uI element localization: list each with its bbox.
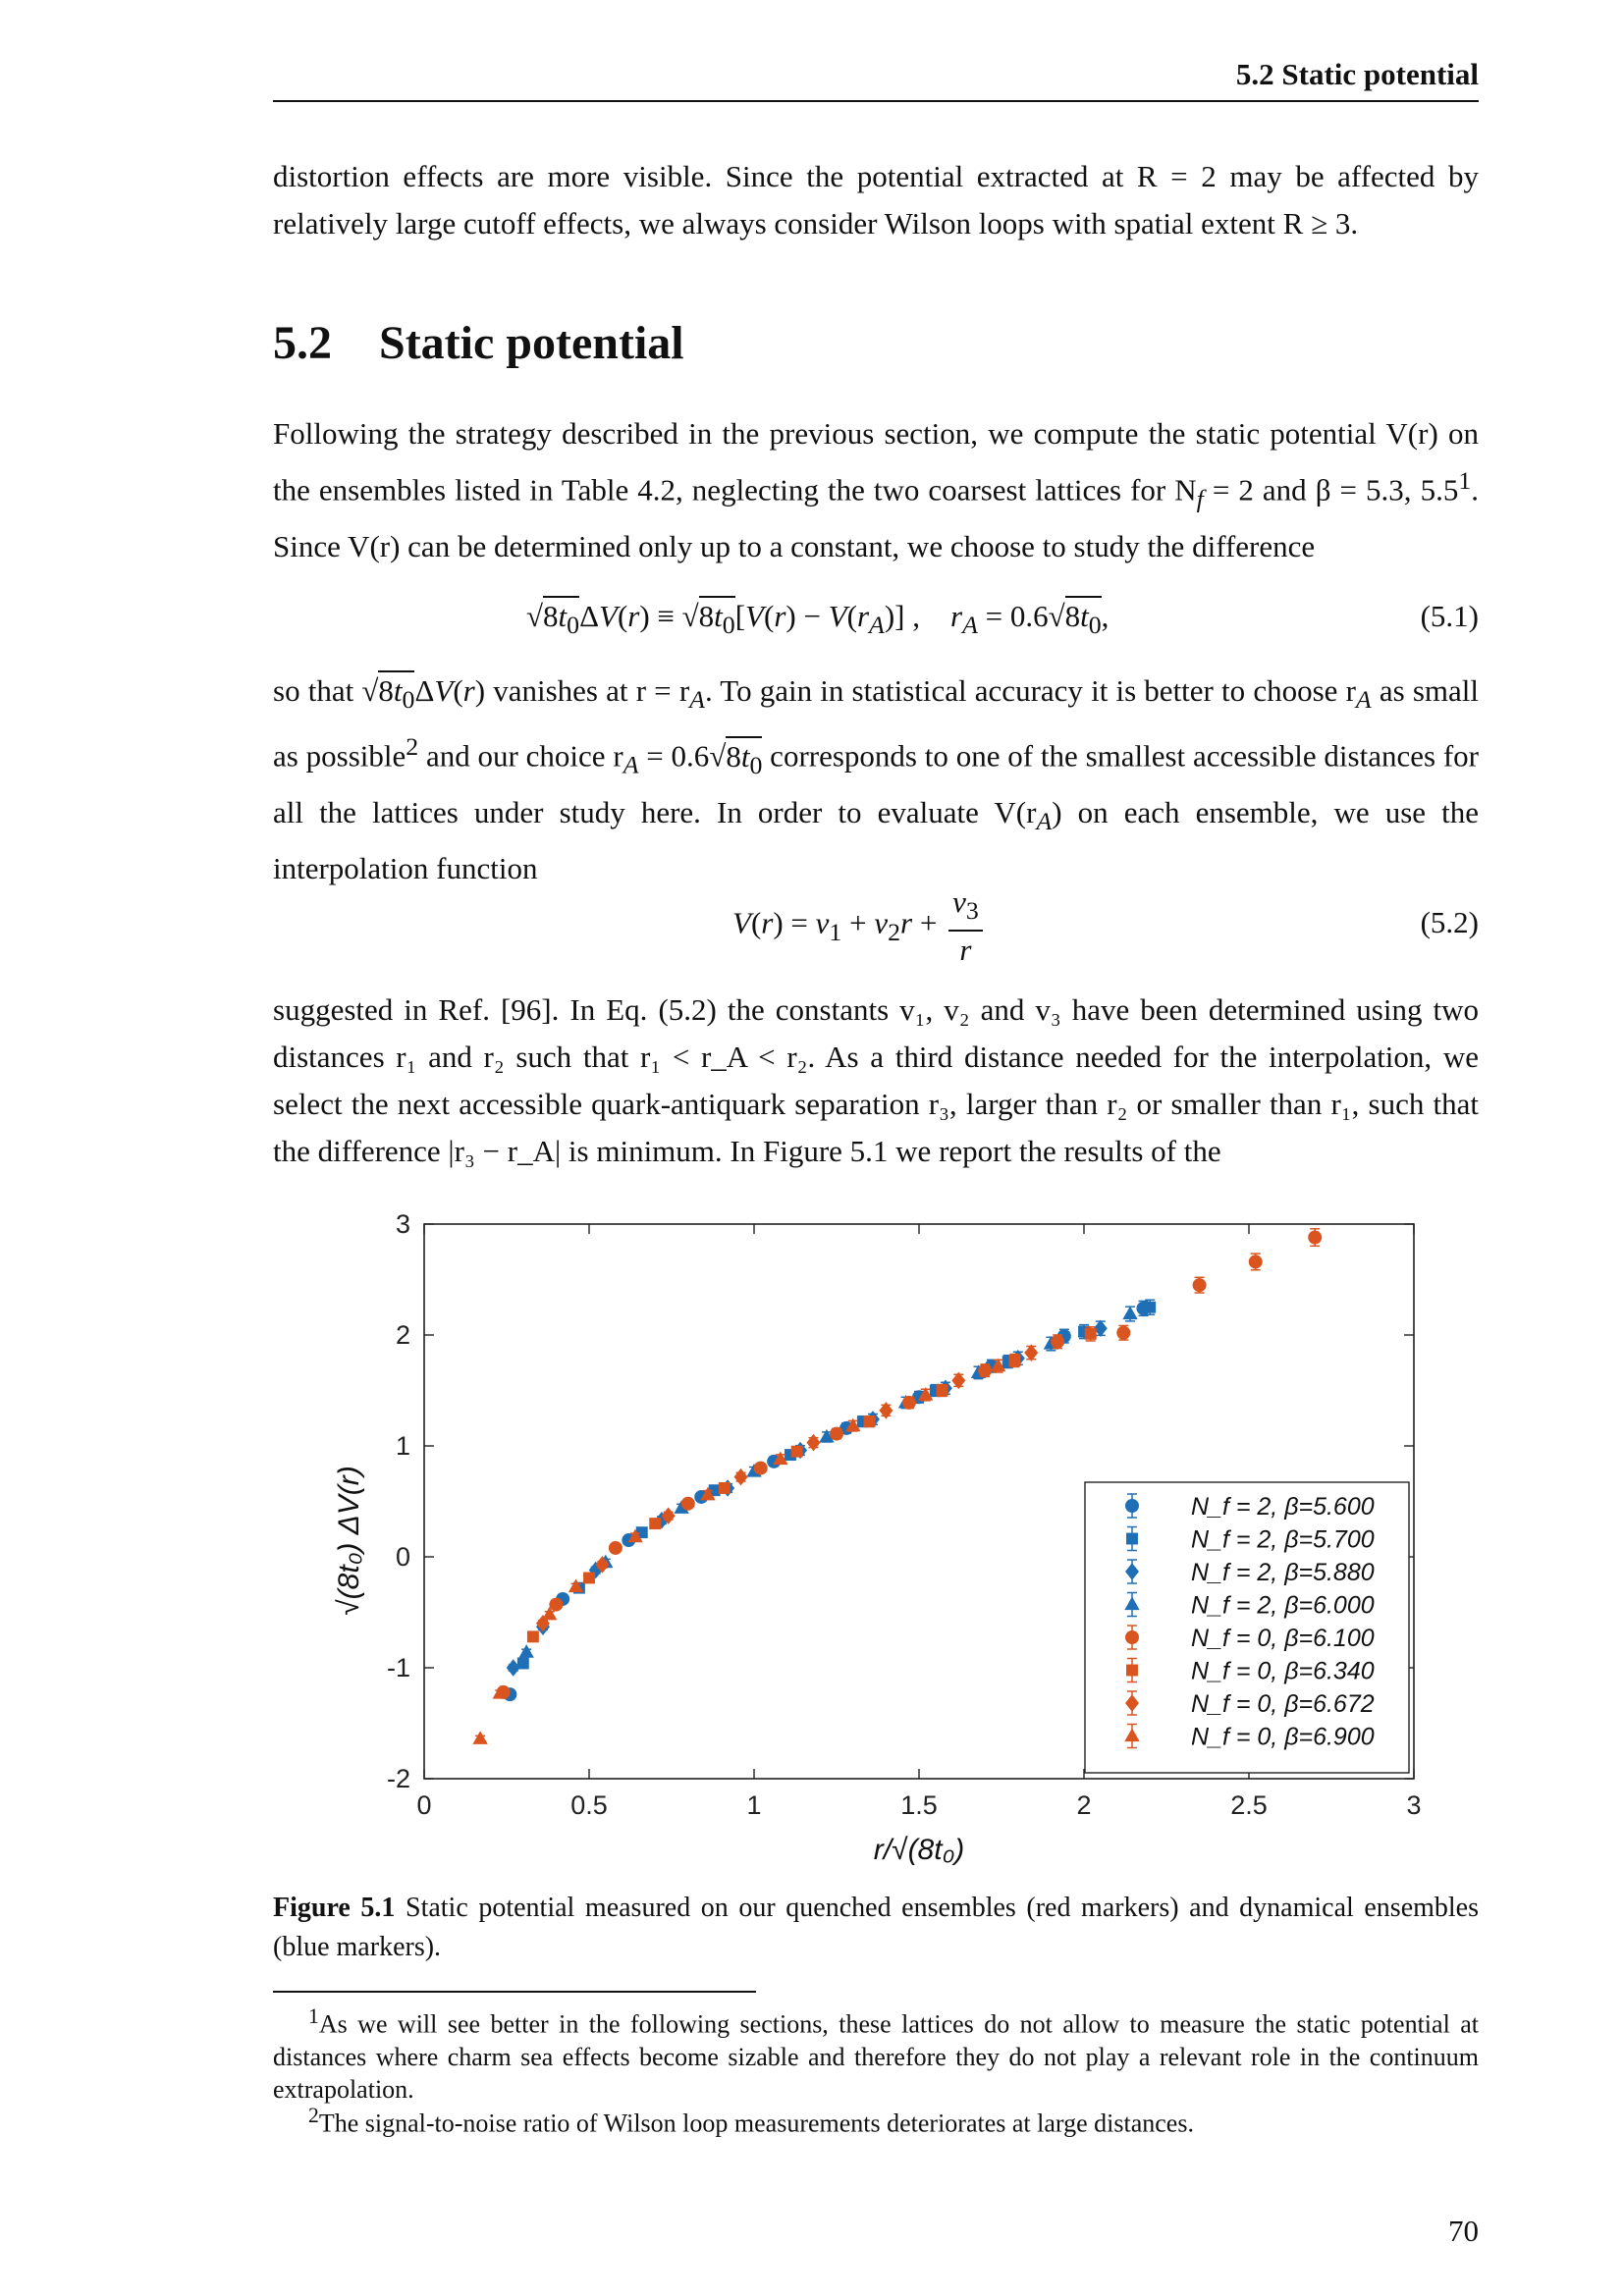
p2-text-a: so that xyxy=(273,673,354,708)
p1-line3a: β = 5.3, 5.5 xyxy=(1315,472,1459,507)
chart-legend xyxy=(1085,1482,1409,1773)
y-tick-label: -2 xyxy=(386,1764,410,1793)
p1-line1: Following the strategy described in the previous section, we compute the static potential xyxy=(273,416,1377,451)
data-point xyxy=(1085,1328,1097,1340)
legend-entry: N_f = 2, β=5.700 xyxy=(1191,1525,1375,1554)
p1-line4: difference xyxy=(1192,528,1316,563)
data-point xyxy=(549,1598,563,1612)
equation-5-1 xyxy=(273,599,1479,646)
legend-entry: N_f = 2, β=5.880 xyxy=(1191,1559,1375,1586)
x-axis-label: r/√(8t₀) xyxy=(873,1834,965,1866)
legend-entry: N_f = 0, β=6.100 xyxy=(1191,1625,1375,1652)
legend-marker xyxy=(1126,1665,1138,1677)
data-point xyxy=(1122,1306,1137,1319)
legend-entry: N_f = 0, β=6.900 xyxy=(1191,1723,1375,1751)
equation-5-1-number: (5.1) xyxy=(1420,599,1479,633)
data-point xyxy=(1193,1278,1207,1292)
data-point xyxy=(830,1427,843,1441)
x-tick-label: 1.5 xyxy=(900,1790,938,1820)
data-point xyxy=(902,1396,916,1410)
data-point xyxy=(1116,1326,1130,1340)
data-point xyxy=(734,1468,748,1486)
data-point xyxy=(754,1462,768,1475)
equation-5-2-number: (5.2) xyxy=(1420,905,1479,939)
p2-text-d: as small as possible xyxy=(273,673,1479,774)
x-tick-label: 2.5 xyxy=(1230,1790,1268,1820)
figure-caption-text: Static potential measured on our quenched ensembles (red markers) and dynamical ensembles (blue markers). xyxy=(273,1893,1480,1962)
equation-5-1-body: $√8t_0\Delta V(r) \equiv √8t_0[V(r) - V(r_A)]$ , $r_A = 0.6√8t_0$, xyxy=(526,599,1109,640)
figure-label: Figure 5.1 xyxy=(273,1893,396,1923)
legend-marker xyxy=(1125,1499,1139,1513)
footnote-2 xyxy=(273,2100,1479,2140)
p1-line3b: . Since V(r) can be determined only up to a constant, we choose to study the xyxy=(273,472,1479,563)
figure-caption xyxy=(273,1889,1479,1967)
x-tick-label: 1 xyxy=(746,1790,762,1820)
footnote-mark-1[interactable]: 1 xyxy=(1458,466,1472,495)
data-point xyxy=(1051,1335,1064,1349)
footnote-2-text: The signal-to-noise ratio of Wilson loop measurements deteriorates at large distances. xyxy=(318,2109,1194,2138)
y-tick-label: 0 xyxy=(395,1542,410,1572)
intro-paragraph: distortion effects are more visible. Since the potential extracted at R = 2 may be affected by relatively large cutoff effects, we always consider Wilson loops with spatial extent R ≥ 3. xyxy=(273,159,1479,240)
data-point xyxy=(1308,1231,1322,1245)
footnote-2-mark: 2 xyxy=(308,2104,319,2127)
section-title: Static potential xyxy=(379,317,684,369)
p2-text-e: and our choice r xyxy=(418,738,623,774)
data-point xyxy=(864,1415,876,1427)
legend-marker xyxy=(1125,1630,1139,1644)
data-point xyxy=(518,1644,533,1658)
footnote-1-mark: 1 xyxy=(308,2004,319,2028)
footnote-rule xyxy=(273,1991,756,1993)
data-point xyxy=(806,1434,820,1452)
legend-entry: N_f = 2, β=6.000 xyxy=(1191,1591,1375,1620)
section-number: 5.2 xyxy=(273,317,332,369)
legend-entry: N_f = 0, β=6.340 xyxy=(1191,1657,1375,1685)
data-point xyxy=(609,1541,623,1555)
legend-entry: N_f = 2, β=5.600 xyxy=(1191,1493,1375,1521)
running-head: 5.2 Static potential xyxy=(1235,57,1479,91)
equation-5-2-body: $V(r) = v_1 + v_2r$ + $\frac{v_3}{r}$ xyxy=(732,883,983,969)
x-tick-label: 0 xyxy=(416,1790,432,1820)
legend-marker xyxy=(1126,1533,1138,1545)
footnote-1-text: As we will see better in the following sections, these lattices do not allow to measure the static potential at distances where charm sea effects become sizable and therefore they do not play a relevant role in the continuum extrapolation. xyxy=(273,2009,1479,2104)
paragraph-3: suggested in Ref. [96]. In Eq. (5.2) the constants v₁, v₂ and v₃ have been determined using two distances r₁ and r₂ such that r₁ < r_A < r₂. As a third distance needed for the interpolation, we select the next accessible quark-antiquark separation r₃, larger than r₂ or smaller than r₁, such that the difference |r₃ − r_A| is minimum. In Figure 5.1 we report the results of the xyxy=(273,992,1479,1168)
y-axis-label: √(8t₀) ΔV(r) xyxy=(333,1466,365,1616)
data-point xyxy=(649,1518,661,1529)
paragraph-1: Following the strategy described in the previous section, we compute the static potential V(r) on the ensembles listed in Table 4.2, neglecting the two coarsest lattices for $N_f = 2$ and β = 5.3, $5.5^1$. Since V(r) can be determined only up to a constant, we choose to study the difference xyxy=(273,416,1479,563)
footnote-mark-2[interactable]: 2 xyxy=(406,732,419,762)
data-point xyxy=(583,1573,595,1584)
footnote-1 xyxy=(273,2001,1479,2106)
x-tick-label: 3 xyxy=(1406,1790,1422,1820)
p2-text-f: = 0.6 xyxy=(638,738,710,774)
legend-entry: N_f = 0, β=6.672 xyxy=(1191,1690,1375,1718)
data-point xyxy=(978,1363,992,1377)
y-tick-label: 1 xyxy=(395,1431,410,1461)
data-point xyxy=(472,1731,487,1744)
header-rule xyxy=(273,100,1479,102)
data-point xyxy=(1008,1355,1020,1366)
equation-5-2 xyxy=(273,883,1479,968)
data-point xyxy=(791,1446,803,1458)
data-point xyxy=(1144,1302,1156,1313)
p2-text-h: ) on each ensemble, we use the interpolation function xyxy=(273,794,1479,885)
data-point xyxy=(681,1497,695,1511)
x-tick-label: 2 xyxy=(1076,1790,1092,1820)
p2-text-g: corresponds to one of the smallest accessible distances for all the lattices under study here. In order to evaluate V(r xyxy=(273,738,1480,829)
y-tick-label: -1 xyxy=(386,1653,410,1682)
data-point xyxy=(527,1630,539,1642)
p2-text-b: vanishes at r = r xyxy=(493,673,690,708)
data-point xyxy=(937,1385,948,1397)
data-point xyxy=(719,1482,731,1494)
x-tick-label: 0.5 xyxy=(570,1790,608,1820)
y-tick-label: 2 xyxy=(395,1320,410,1350)
paragraph-2: so that $√8t_0\Delta V(r)$ vanishes at $r = r_A$. To gain in statistical accuracy it is better to choose $r_A$ as small as possible$^2$ and our choice $r_A = 0.6√8t_0$ corresponds to one of the smallest accessible distances for all the lattices under study here. In order to evaluate $V(r_A)$ on each ensemble, we use the interpolation function xyxy=(273,667,1479,892)
p1-line2a: V(r) on the ensembles listed in Table 4.2, neglecting the two coarsest lattices for N xyxy=(273,416,1479,507)
p2-text-c: . To gain in statistical accuracy it is better to choose r xyxy=(704,673,1356,708)
section-heading xyxy=(273,316,684,370)
figure-chart xyxy=(0,1200,1624,1867)
y-tick-label: 3 xyxy=(395,1209,410,1239)
data-point xyxy=(1249,1255,1263,1268)
page-number: 70 xyxy=(1448,2214,1479,2248)
p1-line2b: = 2 and xyxy=(1203,472,1307,507)
